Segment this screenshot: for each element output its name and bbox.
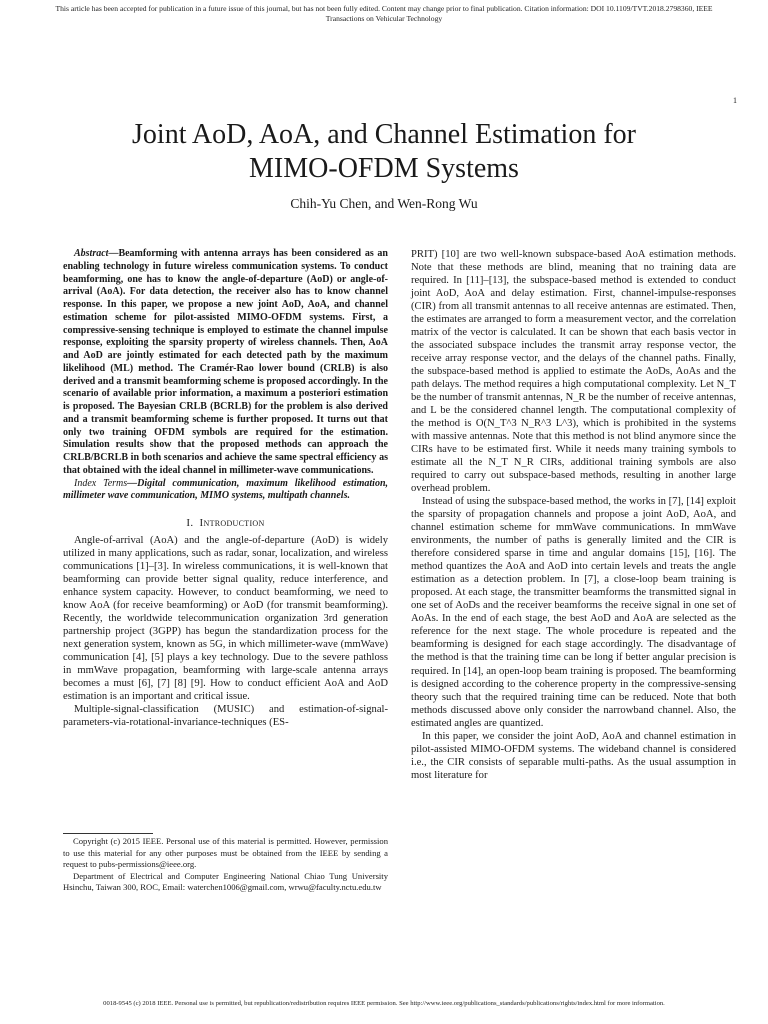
section-number: I.	[186, 517, 194, 529]
footnote-divider	[63, 833, 153, 834]
author-list: Chih-Yu Chen, and Wen-Rong Wu	[290, 196, 478, 211]
page-number: 1	[733, 96, 737, 105]
index-terms-text: —Digital communication, maximum likelihood estimation, millimeter wave communication, MIMO systems, multipath channels.	[63, 477, 389, 502]
body-paragraph: Instead of using the subspace-based method, the works in [7], [14] exploit the sparsity of propagation channels and propose a joint AoD, AoA, and channel estimation scheme for mmWave communications. In mmWave environments, the number of paths is generally limited and the CIR is therefore considered sparse in time and angular domains [15], [16]. The method quantizes the AoA and AoD into certain levels and treats the angle estimation as a detection problem. In [7], a close-loop beam training is proposed. At each stage, the transmitter beamforms the transmitted signal in one set of AoDs and the receiver beamforms the receive signal in one set of AoAs. In the end of each stage, the best AoD and AoA are selected as the reference for the next stage. The whole procedure is repeated and the beamforming is designed for each stage accordingly. The disadvantage of the method is that the training time can be long if better angular precision is required. In [14], an open-loop beam training is proposed. The beamforming is designed according to the coherence property in the compressive-sensing theory such that the required training time can be reduced. Note that both methods discussed above only consider the narrowband channel. Also, the estimated angles are quantized.	[411, 496, 736, 729]
journal-notice-line2: Transactions on Vehicular Technology	[325, 14, 443, 23]
abstract-label: Abstract	[74, 248, 109, 259]
paper-title-line2: MIMO-OFDM Systems	[249, 153, 519, 184]
paper-title	[60, 118, 708, 186]
body-paragraph: PRIT) [10] are two well-known subspace-based AoA estimation methods. Note that these methods are blind, meaning that no training data are required. In [11]–[13], the subspace-based method is extended to conduct joint AoD, AoA and delay estimation. First, channel-impulse-responses (CIR) from all transmit antennas to all receive antennas are estimated. Then, the estimates are arranged to form a measurement vector, and the correlation matrix of the vector is calculated. It can be shown that each basis vector in the associated subspace includes the transmit array response vector, the receive array response vector, and the delays of the channel paths. Finally, the subspace-based method is applied to estimate the AoDs, AoAs and the path delays. The method requires a high computational complexity. Let N_T be the number of transmit antennas, N_R be the number of receive antennas, and L be the considered channel length. The computational complexity of the method is O(N_T^3 N_R^3 L^3), which is prohibited in the systems with massive antennas. Note that this method is not blind anymore since the CIRs have to be estimated first. While it needs many training symbols to estimate all the N_T N_R CIRs, additional training symbols are also required to carry out subspace-based methods, resulting in another large overhead problem.	[411, 249, 736, 495]
right-column	[411, 248, 736, 782]
copyright-notice: 0018-9545 (c) 2018 IEEE. Personal use is permitted, but republication/redistribution requires IEEE permission. See http://www.ieee.org/publications_standards/publications/rights/index.html for more information.	[103, 1000, 665, 1007]
index-terms-label: Index Terms	[74, 477, 128, 489]
left-column	[63, 248, 388, 729]
section-heading-introduction	[63, 517, 388, 530]
footnotes	[63, 836, 388, 894]
abstract-text: —Beamforming with antenna arrays has been considered as an enabling technology in future wireless communication systems. To conduct beamforming, one has to know the angle-of-departure (AoD) or angle-of-arrival (AoA). For data detection, the receiver also has to know channel response. In this paper, we propose a new joint AoD, AoA, and channel estimation scheme for pilot-assisted MIMO-OFDM systems. First, a compressive-sensing technique is employed to estimate the channel impulse response, exploiting the sparsity property of wireless channels. Then, AoA and AoD are jointly estimated for each detected path by the maximum likelihood (ML) method. The Cramér-Rao lower bound (CRLB) is also derived and a transmit beamforming scheme is proposed accordingly. In the scenario of available prior information, a maximum a posteriori estimation is proposed. The Bayesian CRLB (BCRLB) for the problem is also derived and a transmit beamforming scheme is further proposed. It turns out that only two training OFDM symbols are required for the estimation. Simulation results show that the proposed methods can approach the CRLB/BCRLB in both scenarios and achieve the same spectral efficiency as that obtained with the ideal channel in millimeter-wave communications.	[63, 248, 388, 476]
journal-notice-line1: This article has been accepted for publication in a future issue of this journal, but has not been fully edited. Content may change prior to final publication. Citation information: DOI 10.1109/TVT.2018.2798360, IEEE	[55, 4, 713, 13]
body-paragraph: Angle-of-arrival (AoA) and the angle-of-departure (AoD) is widely utilized in many applications, such as radar, sonar, localization, and wireless communications [1]–[3]. In wireless communications, it is well-known that beamforming can provide better signal quality, reduce interference, and enhance system capacity. However, to conduct beamforming, we need to know AoA (for receive beamforming) or AoD (for transmit beamforming). Recently, the worldwide telecommunication organization 3rd generation partnership project (3GPP) has begun the standardization process for the next generation system, known as 5G, in which millimeter-wave (mmWave) communication [4], [5] plays a key technology. Due to the severe pathloss in mmWave propagation, beamforming with large-scale antenna arrays becomes a must [6], [7] [8] [9]. How to conduct efficient AoA and AoD estimation is an important and critical issue.	[63, 535, 388, 703]
abstract	[63, 248, 388, 478]
body-paragraph: Multiple-signal-classification (MUSIC) and estimation-of-signal-parameters-via-rotational-invariance-techniques (ES-	[63, 704, 388, 729]
affiliation-footnote: Department of Electrical and Computer Engineering National Chiao Tung University Hsinchu, Taiwan 300, ROC, Email: waterchen1006@gmail.com, wrwu@faculty.nctu.edu.tw	[63, 870, 388, 892]
index-terms	[63, 478, 388, 504]
body-paragraph: In this paper, we consider the joint AoD, AoA and channel estimation in pilot-assisted MIMO-OFDM systems. The wideband channel is considered i.e., the CIR consists of separable multi-paths. As the usual assumption in most literature for	[411, 730, 736, 781]
paper-title-line1: Joint AoD, AoA, and Channel Estimation for	[132, 119, 636, 150]
journal-notice	[40, 4, 728, 24]
section-title: Introduction	[199, 517, 265, 529]
copyright-footnote: Copyright (c) 2015 IEEE. Personal use of this material is permitted. However, permission to use this material for any other purposes must be obtained from the IEEE by sending a request to pubs-permissions@ieee.org.	[63, 836, 388, 869]
